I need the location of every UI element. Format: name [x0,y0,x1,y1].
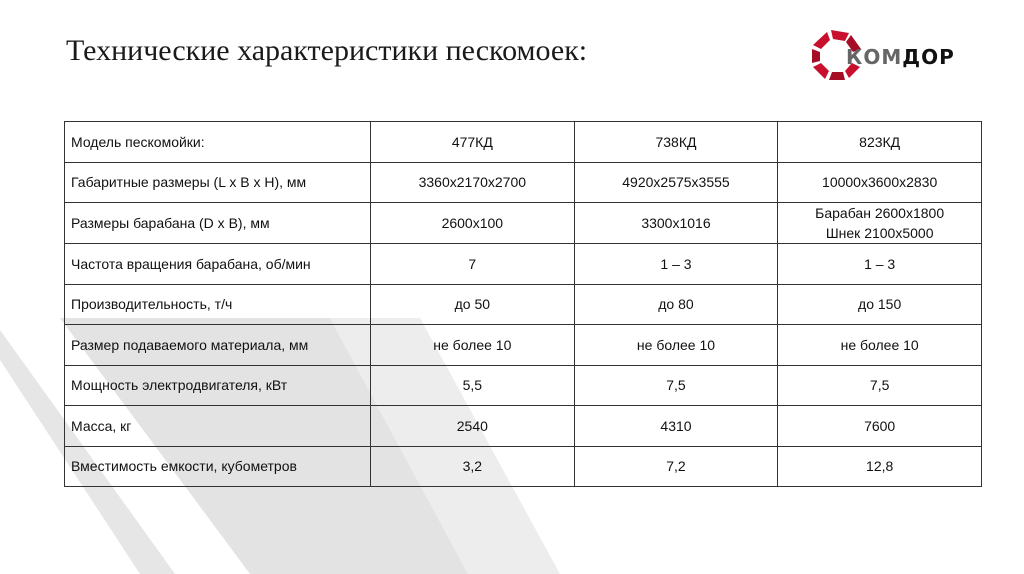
row-label: Масса, кг [65,406,371,447]
cell: 2540 [371,406,575,447]
cell: 3,2 [371,446,575,487]
row-label: Размер подаваемого материала, мм [65,325,371,366]
table-row [65,162,982,203]
cell: 7600 [778,406,982,447]
model-823: 823КД [778,122,982,163]
row-label: Вместимость емкости, кубометров [65,446,371,487]
logo-text: КОМДОР [846,45,955,69]
cell: 3300x1016 [574,203,778,244]
specs-table [64,121,982,487]
cell: 10000x3600x2830 [778,162,982,203]
cell: не более 10 [778,325,982,366]
cell: 5,5 [371,365,575,406]
table-header-row [65,122,982,163]
table-row [65,446,982,487]
row-label: Размеры барабана (D x B), мм [65,203,371,244]
table-row [65,365,982,406]
drum-size-line: Барабан 2600x1800 [815,205,945,221]
cell: не более 10 [574,325,778,366]
cell: до 50 [371,284,575,325]
cell: до 80 [574,284,778,325]
cell: 1 – 3 [778,244,982,285]
cell: 4920x2575x3555 [574,162,778,203]
header-label: Модель пескомойки: [65,122,371,163]
cell: 12,8 [778,446,982,487]
table-row [65,325,982,366]
cell: 2600x100 [371,203,575,244]
screw-size-line: Шнек 2100x5000 [825,225,934,241]
row-label: Габаритные размеры (L x B x H), мм [65,162,371,203]
cell: 7,2 [574,446,778,487]
page-title: Технические характеристики пескомоек: [66,34,588,67]
cell: 3360x2170x2700 [371,162,575,203]
table-row [65,203,982,244]
model-738: 738КД [574,122,778,163]
cell: до 150 [778,284,982,325]
row-label: Производительность, т/ч [65,284,371,325]
row-label: Частота вращения барабана, об/мин [65,244,371,285]
cell: 7,5 [778,365,982,406]
cell: 4310 [574,406,778,447]
cell: 1 – 3 [574,244,778,285]
cell-multiline [778,203,982,244]
model-477: 477КД [371,122,575,163]
cell: 7 [371,244,575,285]
table-row [65,244,982,285]
table-row [65,406,982,447]
cell: 7,5 [574,365,778,406]
row-label: Мощность электродвигателя, кВт [65,365,371,406]
table-row [65,284,982,325]
cell: не более 10 [371,325,575,366]
